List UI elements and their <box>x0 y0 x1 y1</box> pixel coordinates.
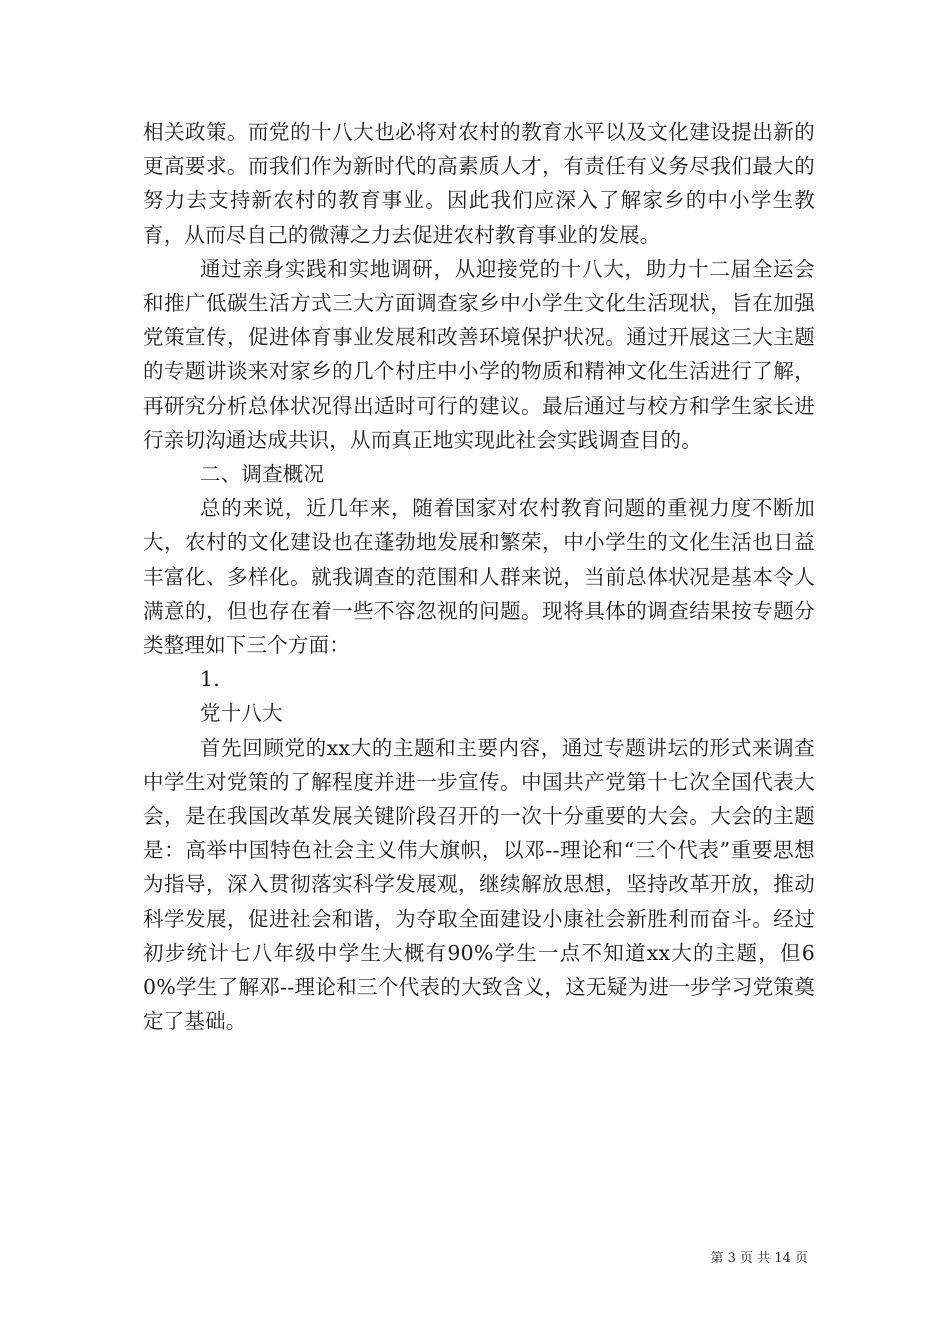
paragraph-1: 相关政策。而党的十八大也必将对农村的教育水平以及文化建设提出新的更高要求。而我们作为新时代的高素质人才，有责任有义务尽我们最大的努力去支持新农村的教育事业。因此我们应深入了解家乡的中小学生教育，从而尽自己的微薄之力去促进农村教育事业的发展。 <box>143 120 815 247</box>
paragraph-2: 通过亲身实践和实地调研，从迎接党的十八大，助力十二届全运会和推广低碳生活方式三大方面调查家乡中小学生文化生活现状，旨在加强党策宣传，促进体育事业发展和改善环境保护状况。通过开展这三大主题的专题讲谈来对家乡的几个村庄中小学的物质和精神文化生活进行了解，再研究分析总体状况得出适时可行的建议。最后通过与校方和学生家长进行亲切沟通达成共识，从而真正地实现此社会实践调查目的。 <box>143 256 815 452</box>
section-heading-survey-overview: 二、调查概况 <box>200 462 325 487</box>
paragraph-3: 总的来说，近几年来，随着国家对农村教育问题的重视力度不断加大，农村的文化建设也在蓬勃地发展和繁荣，中小学生的文化生活也日益丰富化、多样化。就我调查的范围和人群来说，当前总体状况是基本令人满意的，但也存在着一些不容忽视的问题。现将具体的调查结果按专题分类整理如下三个方面： <box>143 496 815 658</box>
document-body <box>143 115 815 1038</box>
paragraph-4: 首先回顾党的xx大的主题和主要内容，通过专题讲坛的形式来调查中学生对党策的了解程度并进一步宣传。中国共产党第十七次全国代表大会，是在我国改革发展关键阶段召开的一次十分重要的大会。大会的主题是：高举中国特色社会主义伟大旗帜，以邓--理论和“三个代表”重要思想为指导，深入贯彻落实科学发展观，继续解放思想，坚持改革开放，推动科学发展，促进社会和谐，为夺取全面建设小康社会新胜利而奋斗。经过初步统计七八年级中学生大概有90%学生一点不知道xx大的主题，但60%学生了解邓--理论和三个代表的大致含义，这无疑为进一步学习党策奠定了基础。 <box>143 735 815 1034</box>
subsection-heading: 党十八大 <box>200 701 283 726</box>
page-number-footer: 第 3 页 共 14 页 <box>710 1251 808 1266</box>
list-number-1: 1. <box>200 667 220 692</box>
